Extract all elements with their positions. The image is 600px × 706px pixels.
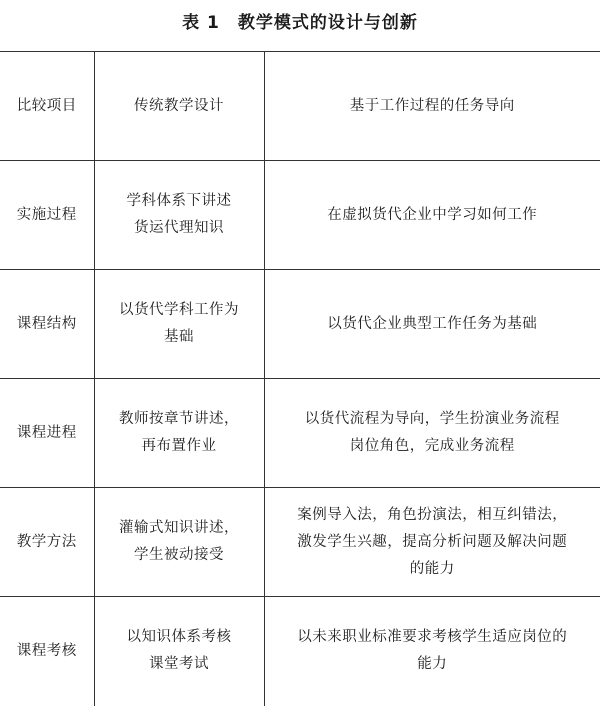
table-row (0, 597, 600, 706)
cell-traditional: 传统教学设计 (94, 52, 264, 161)
cell-traditional: 以货代学科工作为 基础 (94, 270, 264, 379)
table-row (0, 379, 600, 488)
cell-task: 案例导入法，角色扮演法，相互纠错法， 激发学生兴趣，提高分析问题及解决问题 的能力 (264, 488, 600, 597)
cell-traditional: 以知识体系考核 课堂考试 (94, 597, 264, 706)
cell-task: 在虚拟货代企业中学习如何工作 (264, 161, 600, 270)
cell-task: 以未来职业标准要求考核学生适应岗位的 能力 (264, 597, 600, 706)
table-title: 表 1 教学模式的设计与创新 (182, 13, 418, 33)
cell-traditional: 学科体系下讲述 货运代理知识 (94, 161, 264, 270)
cell-item: 课程考核 (0, 597, 94, 706)
table-row-header (0, 52, 600, 161)
cell-item: 教学方法 (0, 488, 94, 597)
cell-task: 基于工作过程的任务导向 (264, 52, 600, 161)
table-row (0, 161, 600, 270)
cell-item: 课程进程 (0, 379, 94, 488)
cell-item: 比较项目 (0, 52, 94, 161)
cell-item: 实施过程 (0, 161, 94, 270)
table-row (0, 270, 600, 379)
table-row (0, 488, 600, 597)
cell-item: 课程结构 (0, 270, 94, 379)
cell-task: 以货代企业典型工作任务为基础 (264, 270, 600, 379)
cell-traditional: 教师按章节讲述， 再布置作业 (94, 379, 264, 488)
cell-traditional: 灌输式知识讲述， 学生被动接受 (94, 488, 264, 597)
cell-task: 以货代流程为导向，学生扮演业务流程 岗位角色，完成业务流程 (264, 379, 600, 488)
comparison-table (0, 51, 600, 706)
